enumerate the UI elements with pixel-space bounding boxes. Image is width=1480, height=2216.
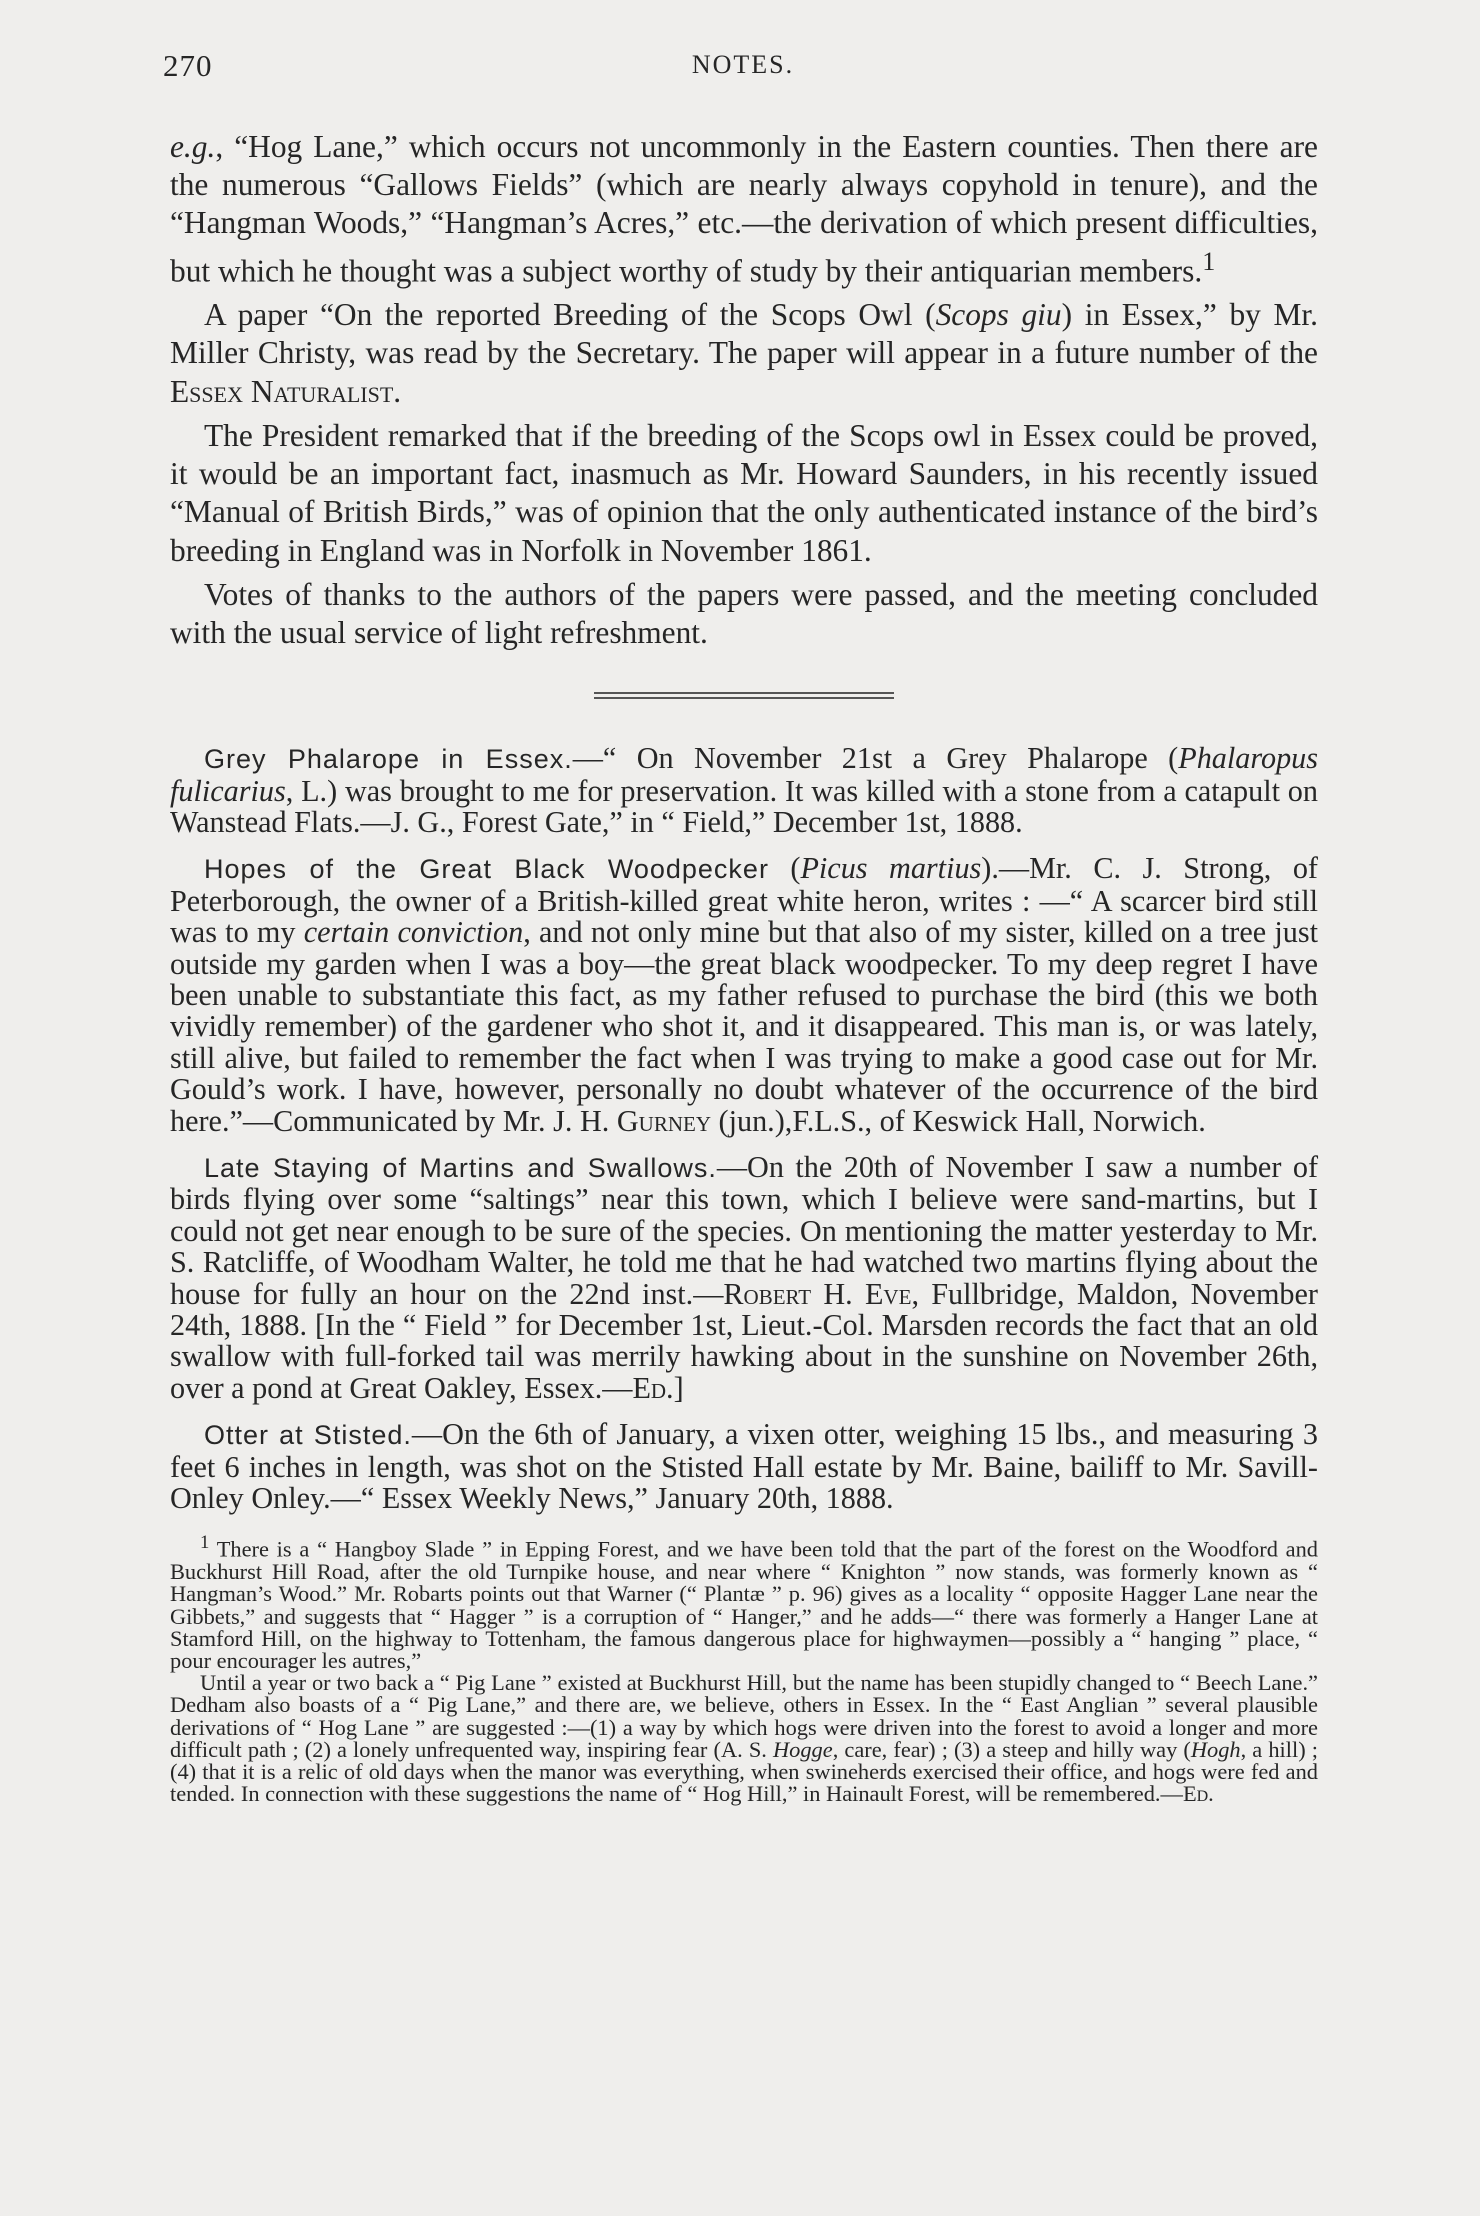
footnote-text: , care, fear) ; (3) a steep and hilly way (	[832, 1736, 1191, 1762]
journal-name: Essex Naturalist	[170, 373, 394, 409]
note-otter	[170, 1419, 1318, 1514]
paragraph-text: ) in Essex,” by Mr. Miller Christy, was read by the Secretary. The paper will appear in a future number of the	[170, 297, 1318, 371]
note-text: —On the 20th of November I saw a number of birds flying over some “saltings” near this town, which I believe were sand-martins, but I could not get near enough to be sure of the species. On mentioning the matter yesterday to Mr. S. Ratcliffe, of Woodham Walter, he told me that he had watched two martins flying about the house for fully an hour on the 22nd inst.—	[170, 1149, 1318, 1311]
emphasis: certain conviction	[303, 915, 524, 950]
note-text: (jun.),F.L.S., of Keswick Hall, Norwich.	[711, 1103, 1206, 1138]
note-text: , Fullbridge, Maldon, November 24th, 1888. [In the “ Field ” for December 1st, Lieut.-Col. Marsden records the fact that an old swallow with full-forked tail was merrily hawking about in the sunshine on November 26th, over a pond at Great Oakley, Essex.—	[170, 1276, 1318, 1405]
footnote-text: , a hill) ; (4) that it is a relic of old days when the manor was everything, when swineherds exercised their office, and hogs were fed and tended. In connection with these suggestions the name of “ Hog Hill,” in Hainault Forest, will be remembered.—	[170, 1736, 1318, 1807]
note-text: ).—Mr. C. J. Strong, of Peterborough, the owner of a British-killed great white heron, writes : —“ A scarcer bird still was to my	[170, 851, 1318, 950]
editor-mark: Ed.	[1182, 1781, 1214, 1807]
paragraph-president: The President remarked that if the breeding of the Scops owl in Essex could be proved, it would be an important fact, inasmuch as Mr. Howard Saunders, in his recently issued “Manual of British Birds,” was of opinion that the only authenticated instance of the bird’s breeding in England was in Norfolk in November 1861.	[170, 417, 1318, 568]
latin-name: Phalaropus fulicarius	[170, 741, 1319, 808]
etymon: Hogge	[772, 1736, 833, 1762]
note-heading: Otter at Stisted.	[204, 1420, 412, 1451]
page-header	[163, 48, 1323, 88]
note-woodpecker	[170, 853, 1318, 1137]
editor-mark: Ed.	[632, 1370, 674, 1405]
paragraph-scops-paper	[170, 296, 1318, 411]
author-name: Robert H. Eve	[723, 1276, 912, 1311]
author-name: Gurney	[616, 1103, 711, 1138]
paragraph-text: , “Hog Lane,” which occurs not uncommonly in the Eastern counties. Then there are the numerous “Gallows Fields” (which are nearly always copyhold in tenure), and the “Hangman Woods,” “Hangman’s Acres,” etc.—the derivation of which present difficulties, but which he thought was a subject worthy of study by their antiquarian members.	[170, 129, 1318, 289]
meeting-report	[170, 128, 1318, 652]
eg-abbrev: e.g.	[170, 129, 216, 164]
paragraph-hog-lane	[170, 128, 1318, 290]
page-number: 270	[163, 48, 213, 83]
footnote-text: There is a “ Hangboy Slade ” in Epping Forest, and we have been told that the part of the forest on the Woodford and Buckhurst Hill Road, after the old Turnpike house, and near where “ Knighton ” now stands, was formerly known as “ Hangman’s Wood.” Mr. Robarts points out that Warner (“ Plantæ ” p. 96) gives as a locality “ opposite Hagger Lane near the Gibbets,” and suggests that “ Hagger ” is a corruption of “ Hanger,” and he adds—“ there was formerly a Hanger Lane at Stamford Hill, on the highway to Tottenham, the famous dangerous place for highwaymen—possibly a “ hanging ” place, “ pour encourager les autres,”	[170, 1536, 1318, 1673]
note-heading: Grey Phalarope in Essex.	[204, 744, 573, 775]
note-text: —“ On November 21st a Grey Phalarope (	[572, 741, 1179, 776]
note-heading: Hopes of the Great Black Woodpecker	[204, 854, 769, 885]
paragraph-text: .	[393, 373, 402, 409]
species-name: Scops giu	[935, 297, 1062, 333]
note-text: (	[768, 851, 801, 886]
note-text: ]	[673, 1370, 684, 1405]
note-martins	[170, 1149, 1318, 1405]
footnote-text: Until a year or two back a “ Pig Lane ” existed at Buckhurst Hill, but the name has been stupidly changed to “ Beech Lane.” Dedham also boasts of a “ Pig Lane,” and there are, we believe, others in Essex. In the “ East Anglian ” several plausible derivations of “ Hog Lane ” are suggested :—(1) a way by which hogs were driven into the forest to avoid a longer and more difficult path ; (2) a lonely unfrequented way, inspiring fear (A. S.	[170, 1670, 1318, 1762]
note-text: , L.) was brought to me for preservation. It was killed with a stone from a catapult on Wanstead Flats.—J. G., Forest Gate,” in “ Field,” December 1st, 1888.	[170, 773, 1318, 839]
footnote-ref: 1	[1202, 246, 1216, 276]
page-body	[170, 128, 1318, 1805]
footnotes	[170, 1532, 1318, 1805]
footnote-2	[170, 1672, 1318, 1805]
etymon: Hogh	[1190, 1736, 1241, 1762]
footnote-mark: 1	[200, 1532, 210, 1554]
running-title: NOTES.	[691, 50, 795, 79]
note-phalarope	[170, 743, 1318, 838]
footnote-1	[170, 1532, 1318, 1672]
section-divider	[594, 692, 894, 699]
note-text: —On the 6th of January, a vixen otter, weighing 15 lbs., and measuring 3 feet 6 inches in length, was shot on the Stisted Hall estate by Mr. Baine, bailiff to Mr. Savill-Onley Onley.—“ Essex Weekly News,” January 20th, 1888.	[170, 1417, 1319, 1516]
note-text: , and not only mine but that also of my sister, killed on a tree just outside my garden when I was a boy—the great black woodpecker. To my deep regret I have been unable to substantiate this fact, as my father refused to purchase the bird (this we both vividly remember) of the gardener who shot it, and it disappeared. This man is, or was lately, still alive, but failed to remember the fact when I was trying to make a good case out for Mr. Gould’s work. I have, however, personally no doubt whatever of the occurrence of the bird here.”—Communicated by Mr. J. H.	[170, 915, 1318, 1138]
paragraph-votes: Votes of thanks to the authors of the papers were passed, and the meeting concluded with the usual service of light refreshment.	[170, 576, 1318, 650]
notes-section	[170, 743, 1318, 1514]
paragraph-text: A paper “On the reported Breeding of the Scops Owl (	[204, 297, 936, 333]
note-heading: Late Staying of Martins and Swallows.	[204, 1152, 717, 1183]
latin-name: Picus martius	[800, 851, 982, 886]
